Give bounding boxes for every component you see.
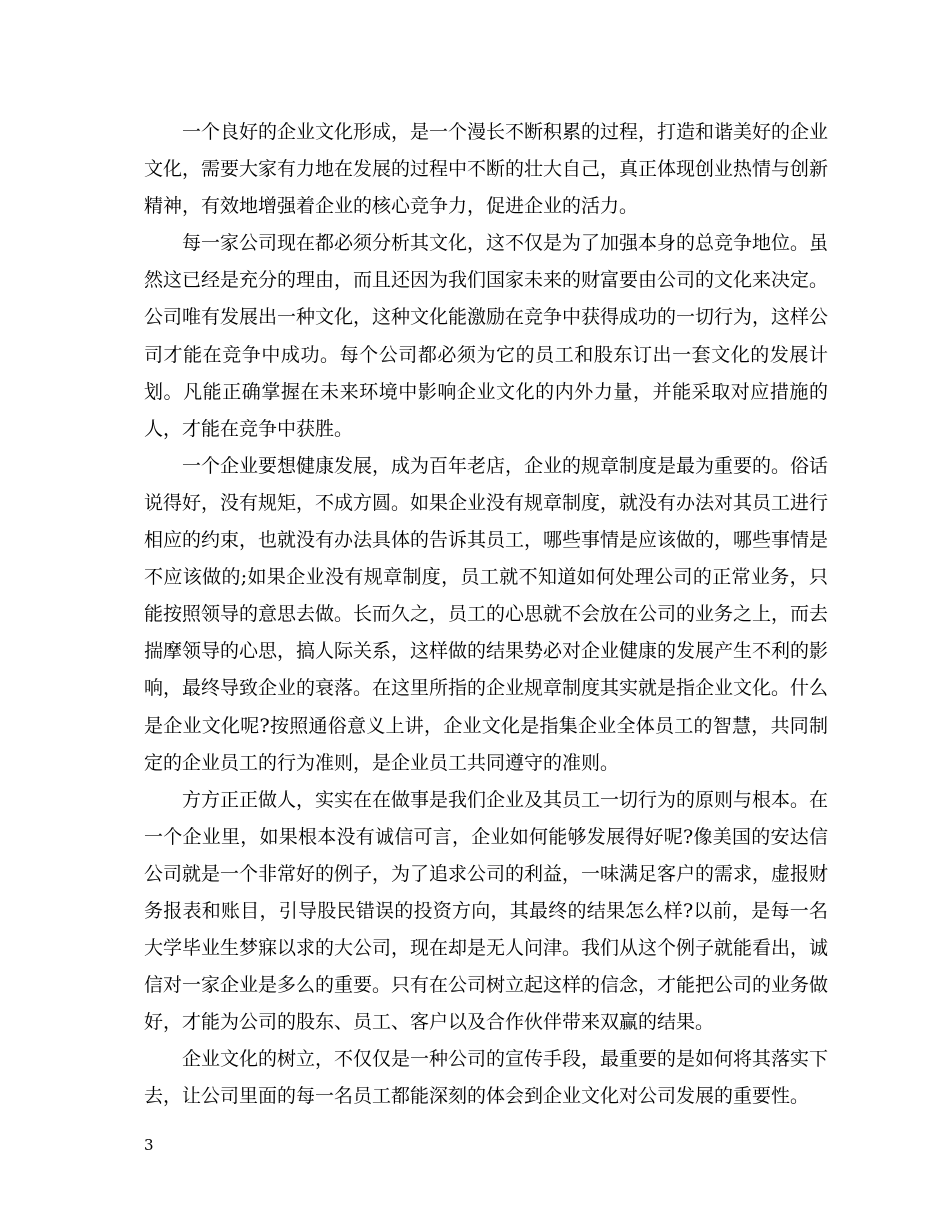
page-number: 3 [144, 1136, 154, 1154]
paragraph-2: 每一家公司现在都必须分析其文化，这不仅是为了加强本身的总竞争地位。虽然这已经是充分的理由，而且还因为我们国家未来的财富要由公司的文化来决定。公司唯有发展出一种文化，这种文化能激励在竞争中获得成功的一切行为，这样公司才能在竞争中成功。每个公司都必须为它的员工和股东订出一套文化的发展计划。凡能正确掌握在未来环境中影响企业文化的内外力量，并能采取对应措施的人，才能在竞争中获胜。 [144, 232, 829, 440]
paragraph-4: 方方正正做人，实实在在做事是我们企业及其员工一切行为的原则与根本。在一个企业里，如果根本没有诚信可言，企业如何能够发展得好呢?像美国的安达信公司就是一个非常好的例子，为了追求公司的利益，一味满足客户的需求，虚报财务报表和账目，引导股民错误的投资方向，其最终的结果怎么样?以前，是每一名大学毕业生梦寐以求的大公司，现在却是无人问津。我们从这个例子就能看出，诚信对一家企业是多么的重要。只有在公司树立起这样的信念，才能把公司的业务做好，才能为公司的股东、员工、客户以及合作伙伴带来双赢的结果。 [144, 788, 829, 1034]
paragraph-5: 企业文化的树立，不仅仅是一种公司的宣传手段，最重要的是如何将其落实下去，让公司里面的每一名员工都能深刻的体会到企业文化对公司发展的重要性。 [144, 1048, 829, 1108]
paragraph-3: 一个企业要想健康发展，成为百年老店，企业的规章制度是最为重要的。俗话说得好，没有规矩，不成方圆。如果企业没有规章制度，就没有办法对其员工进行相应的约束，也就没有办法具体的告诉其员工，哪些事情是应该做的，哪些事情是不应该做的;如果企业没有规章制度，员工就不知道如何处理公司的正常业务，只能按照领导的意思去做。长而久之，员工的心思就不会放在公司的业务之上，而去揣摩领导的心思，搞人际关系，这样做的结果势必对企业健康的发展产生不利的影响，最终导致企业的衰落。在这里所指的企业规章制度其实就是指企业文化。什么是企业文化呢?按照通俗意义上讲，企业文化是指集企业全体员工的智慧，共同制定的企业员工的行为准则，是企业员工共同遵守的准则。 [144, 454, 829, 774]
paragraph-1: 一个良好的企业文化形成，是一个漫长不断积累的过程，打造和谐美好的企业文化，需要大家有力地在发展的过程中不断的壮大自己，真正体现创业热情与创新精神，有效地增强着企业的核心竞争力，促进企业的活力。 [144, 121, 829, 218]
document-body [144, 114, 828, 1116]
